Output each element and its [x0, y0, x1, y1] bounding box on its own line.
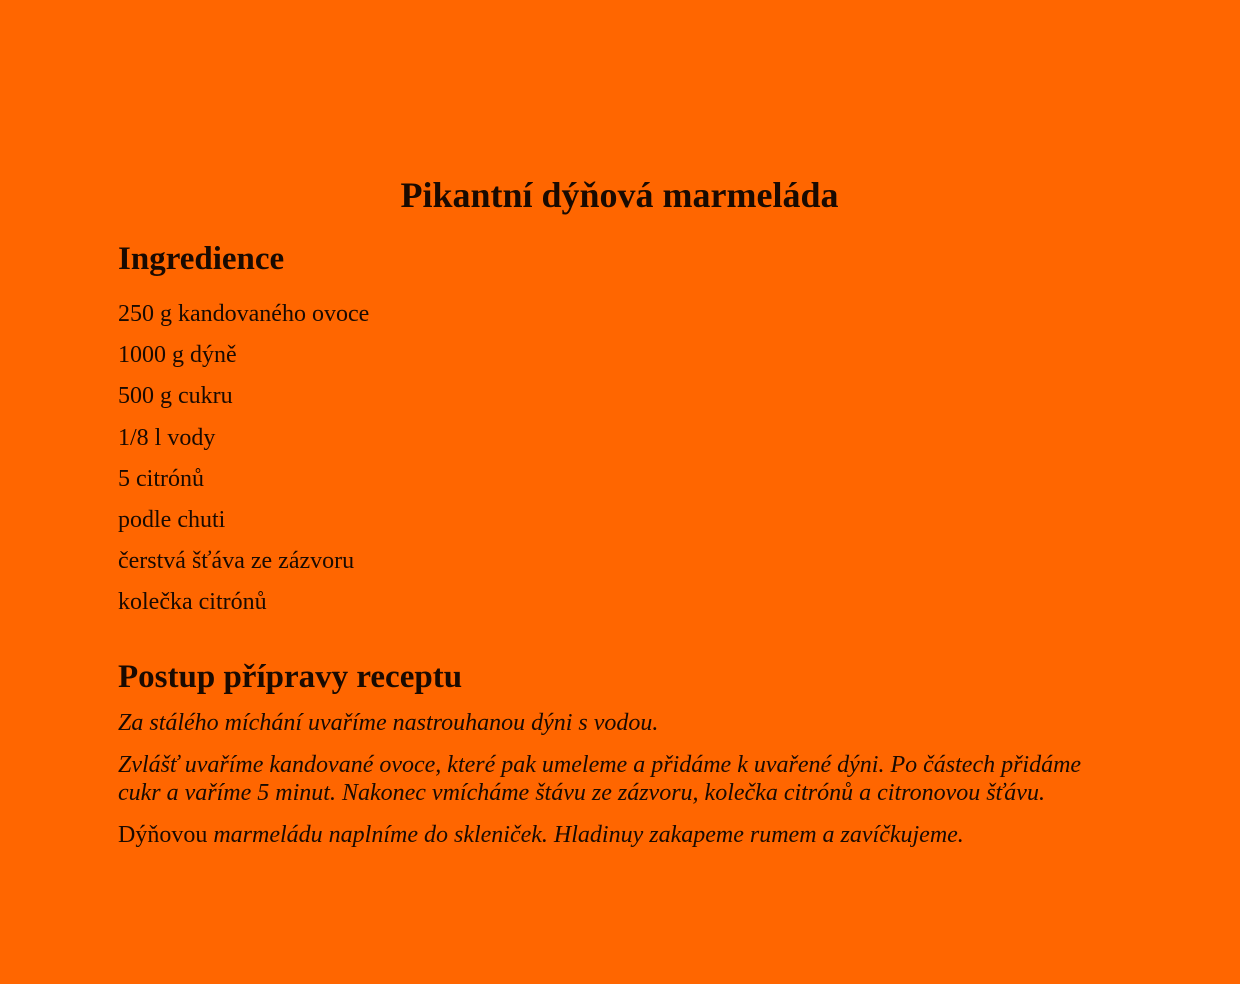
ingredient-item: 500 g cukru — [118, 383, 233, 410]
ingredient-item: podle chuti — [118, 506, 226, 533]
ingredient-item: 5 citrónů — [118, 465, 204, 492]
ingredient-item: kolečka citrónů — [118, 589, 267, 616]
ingredient-item: 250 g kandovaného ovoce — [118, 301, 370, 327]
steps-list — [118, 709, 1128, 863]
step-paragraph: Za stálého míchání uvaříme nastrouhanou dýni s vodou. — [118, 710, 659, 736]
recipe-page — [118, 0, 1128, 984]
ingredient-item: čerstvá šťáva ze zázvoru — [118, 548, 355, 575]
step-paragraph: Zvlášť uvaříme kandované ovoce, které pak umeleme a přidáme k uvařené dýni. Po částech přidáme cukr a vaříme 5 minut. Nakonec vmícháme štávu ze zázvoru, kolečka citrónů a citronovou šťávu. — [118, 752, 1082, 806]
ingredient-item: 1/8 l vody — [118, 424, 216, 451]
steps-heading: Postup přípravy receptu — [118, 659, 463, 695]
step-paragraph — [118, 821, 1128, 849]
ingredients-heading: Ingredience — [118, 241, 285, 277]
recipe-title: Pikantní dýňová marmeláda — [400, 175, 839, 215]
ingredient-item: 1000 g dýně — [118, 342, 237, 369]
step-text: marmeládu naplníme do skleniček. Hladinuy zakapeme rumem a zavíčkujeme. — [207, 822, 964, 848]
ingredients-list — [118, 300, 369, 630]
step-first-word: Dýňovou — [118, 822, 208, 848]
